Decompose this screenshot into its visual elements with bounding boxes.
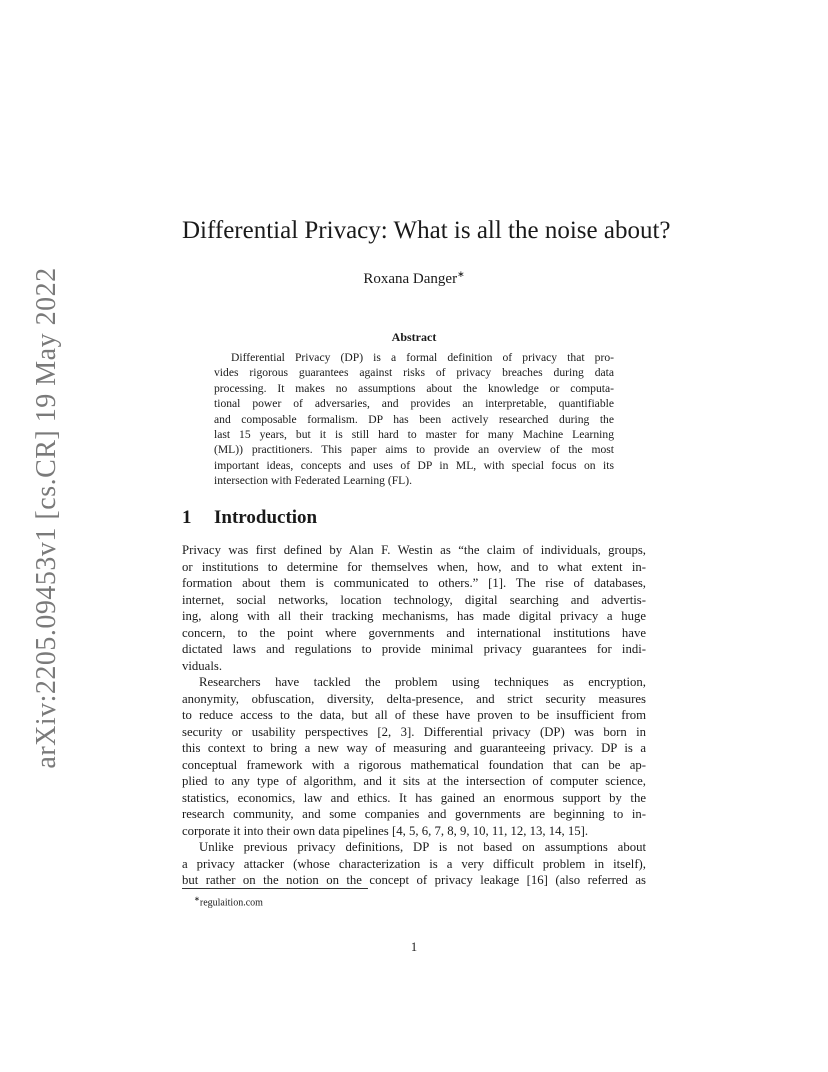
intro-line: internet, social networks, location technology, digital searching and advertis- (182, 592, 646, 607)
page-number: 1 (410, 940, 418, 954)
author-name: Roxana Danger (363, 271, 458, 287)
intro-line: Researchers have tackled the problem using techniques as encryption, (199, 675, 646, 689)
intro-line: to reduce access to the data, but all of these have proven to be insufficient from (182, 708, 646, 722)
intro-line: dictated laws and regulations to provide minimal privacy guarantees for indi- (182, 642, 646, 656)
footnote-mark: ∗ (194, 895, 200, 903)
intro-line: anonymity, obfuscation, diversity, delta-presence, and strict security measures (182, 691, 646, 706)
intro-line: Privacy was first defined by Alan F. Westin as “the claim of individuals, groups, (182, 543, 646, 557)
abstract-body (214, 350, 614, 489)
intro-line: viduals. (182, 658, 223, 673)
intro-line: Unlike previous privacy definitions, DP is not based on assumptions about (199, 840, 646, 854)
abstract-line: last 15 years, but it is still hard to master for many Machine Learning (214, 427, 614, 441)
footnote-text: regulaition.com (199, 897, 263, 909)
abstract-line: intersection with Federated Learning (FL). (214, 474, 412, 488)
abstract-line: tional power of adversaries, and provides an interpretable, quantifiable (214, 397, 614, 411)
intro-line: plied to any type of algorithm, and it sits at the intersection of computer science, (182, 774, 646, 788)
intro-line: but rather on the notion on the concept of privacy leakage [16] (also referred as (182, 873, 646, 887)
abstract-line: processing. It makes no assumptions about the knowledge or computa- (214, 381, 614, 395)
intro-line: research community, and some companies and governments are beginning to in- (182, 807, 646, 821)
section-title: Introduction (214, 507, 318, 528)
intro-line: corporate it into their own data pipelines [4, 5, 6, 7, 8, 9, 10, 11, 12, 13, 14, 15]. (182, 823, 589, 838)
intro-line: statistics, economics, law and ethics. It has gained an enormous support by the (182, 790, 646, 805)
abstract-line: important ideas, concepts and uses of DP in ML, with special focus on its (214, 458, 614, 472)
arxiv-identifier-stamp: arXiv:2205.09453v1 [cs.CR] 19 May 2022 (31, 267, 62, 769)
paper-title: Differential Privacy: What is all the noise about? (182, 217, 671, 244)
section-number: 1 (182, 507, 192, 528)
abstract-heading: Abstract (391, 330, 437, 344)
intro-line: security or usability perspectives [2, 3]. Differential privacy (DP) was born in (182, 724, 646, 739)
intro-line: this context to bring a new way of measuring and guaranteeing privacy. DP is a (182, 741, 646, 755)
intro-line: ing, along with all their tracking mechanisms, has made digital privacy a huge (182, 609, 646, 623)
abstract-line: Differential Privacy (DP) is a formal definition of privacy that pro- (231, 351, 614, 364)
introduction-body (182, 542, 646, 889)
footnote (194, 893, 263, 909)
abstract-line: vides rigorous guarantees against risks of privacy breaches during data (214, 366, 614, 380)
intro-line: or institutions to determine for themselves when, how, and to what extent in- (182, 559, 646, 574)
abstract-line: and composable formalism. DP has been actively researched during the (214, 412, 614, 426)
footnote-divider (182, 888, 368, 889)
abstract-line: (ML)) practitioners. This paper aims to provide an overview of the most (214, 443, 614, 457)
intro-line: conceptual framework with a rigorous mathematical foundation that can be ap- (182, 757, 646, 772)
intro-line: a privacy attacker (whose characterization is a very difficult problem in itself), (182, 856, 646, 871)
author-line (182, 264, 646, 289)
intro-line: formation about them is communicated to others.” [1]. The rise of databases, (182, 576, 646, 590)
author-footnote-mark: ∗ (457, 269, 465, 279)
intro-line: concern, to the point where governments and international institutions have (182, 625, 646, 640)
section-heading (182, 506, 317, 530)
